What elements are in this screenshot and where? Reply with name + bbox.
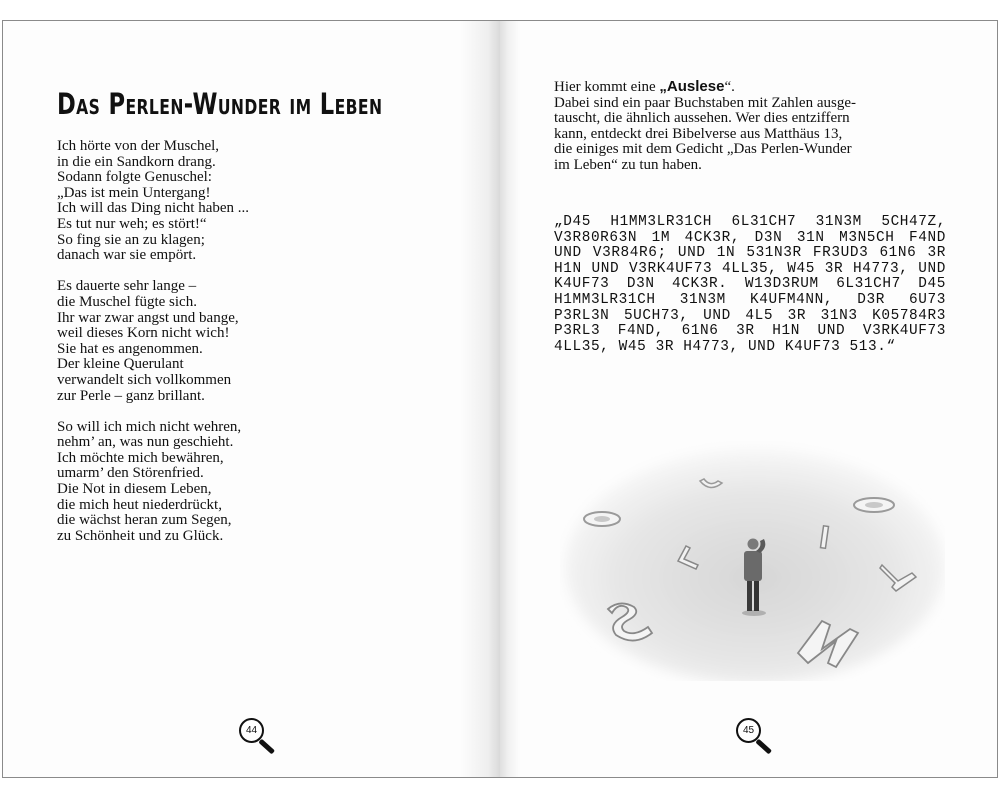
magnifier-handle <box>258 739 275 755</box>
poem-line: danach war sie empört. <box>57 247 197 264</box>
poem-line: Ich hörte von der Muschel, <box>57 138 220 154</box>
poem <box>57 139 457 560</box>
poem-line: nehm’ an, was nun geschieht. <box>57 434 234 451</box>
poem-line: „Das ist mein Untergang! <box>57 184 211 201</box>
poem-line: in die ein Sandkorn drang. <box>57 153 216 170</box>
poem-title: Das Perlen-Wunder im Leben <box>57 87 383 121</box>
page-number-label: 44 <box>245 725 258 736</box>
poem-line: Ich möchte mich bewähren, <box>57 449 224 466</box>
poem-line: zu Schönheit und zu Glück. <box>57 527 224 544</box>
left-page <box>3 21 500 777</box>
intro-text <box>554 79 954 174</box>
intro-line: tauscht, die ähnlich aussehen. Wer dies entziffern <box>554 110 850 127</box>
poem-line: die mich heut niederdrückt, <box>57 496 222 513</box>
intro-prefix: Hier kommt eine <box>554 79 660 95</box>
poem-line: Der kleine Querulant <box>57 356 184 373</box>
poem-stanza <box>57 139 457 264</box>
right-page <box>500 21 997 777</box>
poem-stanza <box>57 420 457 545</box>
poem-line: Die Not in diesem Leben, <box>57 481 212 498</box>
poem-line: die Muschel fügte sich. <box>57 293 197 310</box>
letter-o2-shape <box>854 498 894 512</box>
gutter-shadow-right <box>500 21 520 777</box>
intro-line: im Leben“ zu tun haben. <box>554 156 702 173</box>
poem-line: Sie hat es angenommen. <box>57 340 203 357</box>
poem-line: zur Perle – ganz brillant. <box>57 387 205 404</box>
letters-illustration <box>560 441 945 681</box>
poem-line: Ihr war zwar angst und bange, <box>57 309 239 326</box>
intro-suffix: “. <box>724 79 735 95</box>
magnifier-handle <box>755 739 772 755</box>
poem-line: Ich will das Ding nicht haben ... <box>57 200 250 217</box>
cipher-text: „D45 H1MM3LR31CH 6L31CH7 31N3M 5CH47Z, V3R80R63N 1M 4CK3R, D3N 31N M3N5CH F4ND UND V3R84R6; UND 1N 531N3R FR3UD3 61N6 3R H1N UND V3RK4UF73 4LL35, W45 3R H4773, UND K4UF73 D3N 4CK3R. W13D3RUM 6L31CH7 D45 H1MM3LR31CH 31N3M K4UFM4NN, D3R 6U73 P3RL3N 5UCH73, UND 4L5 3R 31N3 K05784R3 P3RL3 F4ND, 61N6 3R H1N UND V3RK4UF73 4LL35, W45 3R H4773, UND K4UF73 513.“ <box>554 214 946 355</box>
intro-line: Dabei sind ein paar Buchstaben mit Zahlen ausge- <box>554 94 856 111</box>
intro-line <box>554 79 954 96</box>
poem-line: Es dauerte sehr lange – <box>57 278 197 295</box>
intro-line: die einiges mit dem Gedicht „Das Perlen-Wunder <box>554 141 852 158</box>
poem-line: Es tut nur weh; es stört!“ <box>57 215 207 232</box>
poem-stanza <box>57 279 457 404</box>
poem-line: weil dieses Korn nicht wich! <box>57 325 230 342</box>
letter-o-shape <box>584 512 620 526</box>
poem-line: So fing sie an zu klagen; <box>57 231 205 248</box>
gutter-shadow-left <box>460 21 500 777</box>
intro-line: kann, entdeckt drei Bibelverse aus Matthäus 13, <box>554 125 843 142</box>
poem-line: So will ich mich nicht wehren, <box>57 418 242 435</box>
poem-line: die wächst heran zum Segen, <box>57 512 232 529</box>
page-number-right <box>736 718 780 754</box>
poem-line: Sodann folgte Genuschel: <box>57 169 212 186</box>
poem-line: umarm’ den Störenfried. <box>57 465 204 482</box>
poem-line: verwandelt sich vollkommen <box>57 371 232 388</box>
book-spread <box>2 20 998 778</box>
page-number-label: 45 <box>742 725 755 736</box>
page-number-left <box>239 718 283 754</box>
intro-highlight: „Auslese <box>659 78 725 95</box>
